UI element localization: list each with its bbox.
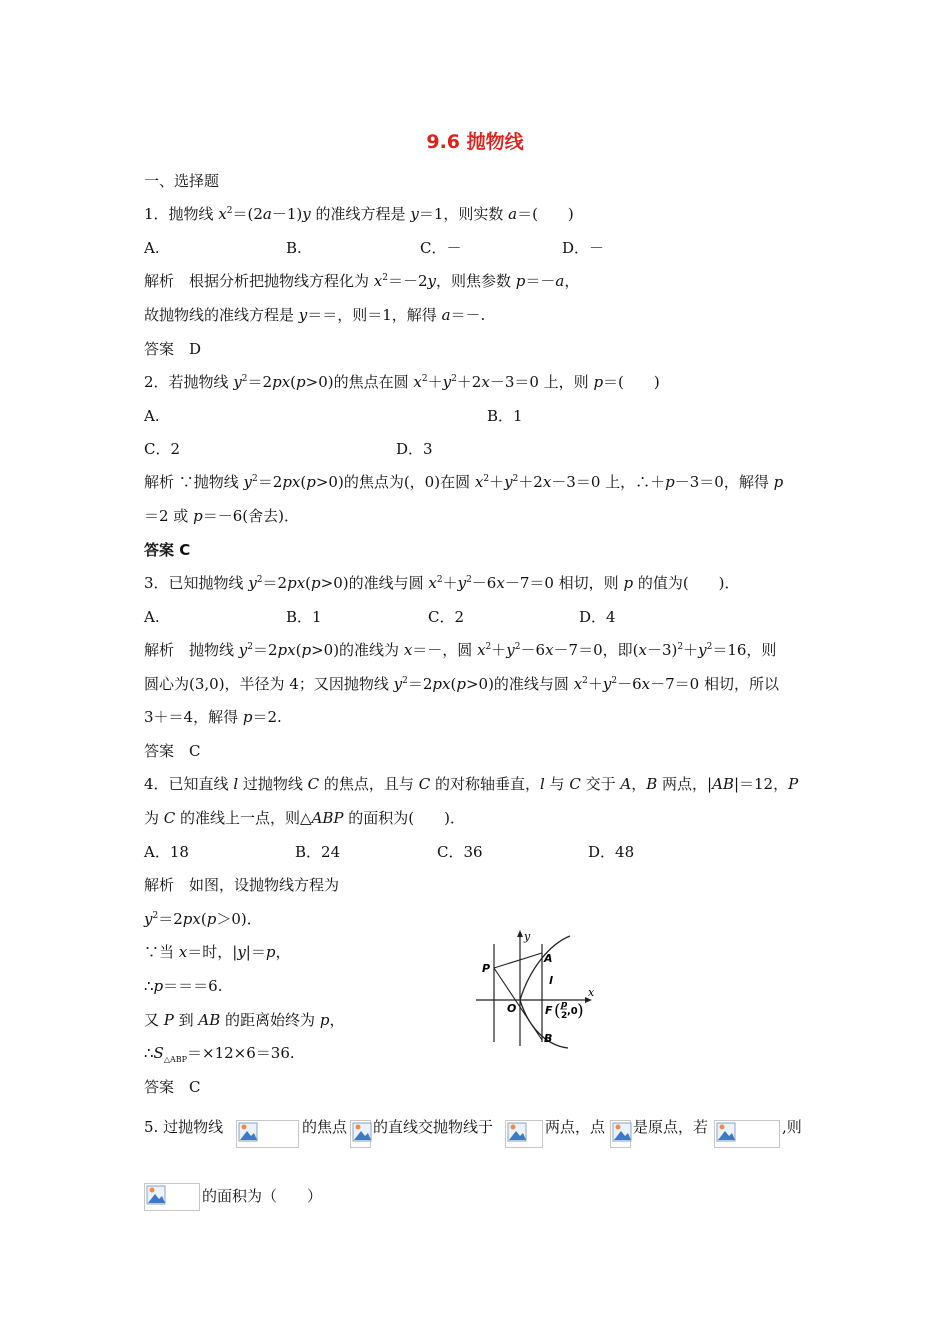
q4-analysis-line1: 解析 如图，设抛物线方程为 [144, 876, 340, 894]
label-focus-den: 2 [561, 1011, 568, 1021]
q5-text-7: 的面积为（ ） [202, 1187, 323, 1205]
q5-text-2: 的焦点 [302, 1118, 348, 1136]
label-p: P [482, 962, 491, 975]
broken-image-icon [611, 1121, 633, 1143]
q3-analysis-line3: 3＋＝4，解得 p＝2. [144, 708, 282, 726]
q2-option-c: C．2 [144, 440, 181, 458]
broken-image-icon [237, 1121, 259, 1143]
q3-analysis-line2: 圆心为(3,0)，半径为 4；又因抛物线 $y^2=2px(p>0)$的准线与圆 $x^2+y^2-6x-7=0$ 相切，所以 [144, 675, 779, 693]
q1-analysis-line1: 解析 根据分析把抛物线方程化为 $x^2=-2y$，则焦参数 p＝－a， [144, 272, 580, 290]
q3-stem: 3．已知抛物线 $y^2=2px(p>0)$的准线与圆 $x^2+y^2-6x-7=0$ 相切，则 p 的值为( )． [144, 574, 740, 592]
q4-analysis-line2: $y^2=2px(p>0)$． [144, 910, 262, 928]
q1-stem: 1．抛物线 $x^2=(2a-1)y$ 的准线方程是 y＝1，则实数 a＝( ) [144, 205, 574, 223]
q3-option-a: A. [144, 608, 160, 626]
q3-answer: 答案 C [144, 742, 201, 760]
q3-option-d: D．4 [579, 608, 616, 626]
q5-broken-image-6 [144, 1183, 200, 1211]
q1-option-c: C．－ [420, 239, 462, 257]
q3-analysis-line1: 解析 抛物线 $y^2=2px(p>0)$的准线为 x＝－，圆 $x^2+y^2-6x-7=0$，即$(x-3)^2+y^2=16$，则 [144, 641, 777, 659]
parabola-figure [472, 928, 602, 1050]
segment-pb [494, 968, 542, 1040]
label-l: l [549, 974, 553, 987]
q2-analysis-line1: 解析 ∵抛物线 $y^2=2px(p>0)$的焦点为(，0)在圆 $x^2+y^2+2x-3=0$ 上，∴＋p－3＝0，解得 p [144, 473, 784, 491]
q5-text-4: 两点，点 [545, 1118, 606, 1136]
label-focus-zero: ,0 [567, 1006, 578, 1017]
q4-answer: 答案 C [144, 1078, 201, 1096]
page-title: 9.6 抛物线 [426, 131, 524, 153]
q4-analysis-line6: $\therefore S_{\triangle ABP}=\times 12\times 6=36$. [144, 1044, 295, 1064]
q5-text-3: 的直线交抛物线于 [373, 1118, 494, 1136]
q1-analysis-line2: 故抛物线的准线方程是 y＝＝，则＝1，解得 a＝－. [144, 306, 486, 324]
q2-option-b: B．1 [487, 407, 523, 425]
segment-pa [494, 953, 542, 968]
broken-image-icon [506, 1121, 528, 1143]
label-b: B [544, 1032, 553, 1045]
label-f: F [545, 1004, 553, 1017]
q2-stem: 2．若抛物线 $y^2=2px(p>0)$的焦点在圆 $x^2+y^2+2x-3=0$ 上，则 p＝( ) [144, 373, 660, 391]
q4-option-b: B．24 [295, 843, 341, 861]
q5-broken-image-1 [236, 1120, 299, 1148]
q4-analysis-line5: 又 P 到 AB 的距离始终为 p， [144, 1011, 345, 1029]
q5-text-6: ,则 [782, 1118, 802, 1136]
broken-image-icon [715, 1121, 737, 1143]
q4-option-a: A．18 [144, 843, 189, 861]
q5-broken-image-4 [610, 1120, 631, 1148]
q3-option-c: C．2 [428, 608, 465, 626]
q2-analysis-line2: ＝2 或 p＝－6(舍去)． [144, 507, 299, 525]
label-y: y [524, 930, 531, 943]
label-paren-close: ) [577, 1001, 584, 1021]
label-o: O [507, 1002, 517, 1015]
q4-stem-line1: 4．已知直线 l 过抛物线 C 的焦点，且与 C 的对称轴垂直，l 与 C 交于 A，B 两点，|AB|＝12，P [144, 775, 799, 793]
y-axis-arrow [517, 930, 523, 937]
q4-analysis-line4: ∴p＝＝＝6. [144, 977, 223, 995]
q1-option-d: D．－ [562, 239, 605, 257]
q4-option-d: D．48 [588, 843, 635, 861]
q4-stem-line2: 为 C 的准线上一点，则△ABP 的面积为( )． [144, 809, 466, 827]
label-x: x [588, 986, 595, 999]
label-a: A [544, 952, 553, 965]
q4-analysis-line3: ∵当 x＝时，|y|＝p， [144, 943, 291, 961]
q5-text-1: 5. 过抛物线 [144, 1118, 224, 1136]
broken-image-icon [351, 1121, 373, 1143]
label-paren-open: ( [554, 1001, 561, 1021]
q2-option-d: D．3 [396, 440, 433, 458]
q3-option-b: B．1 [286, 608, 322, 626]
q5-broken-image-2 [350, 1120, 371, 1148]
q5-text-5: 是原点，若 [633, 1118, 709, 1136]
q2-answer: 答案 C [144, 541, 191, 559]
q5-broken-image-3 [505, 1120, 543, 1148]
q5-broken-image-5 [714, 1120, 780, 1148]
q4-option-c: C．36 [437, 843, 483, 861]
q1-option-b: B. [286, 239, 302, 257]
label-focus-num: p [561, 1000, 568, 1010]
q1-answer: 答案 D [144, 340, 202, 358]
broken-image-icon [145, 1184, 167, 1206]
q1-option-a: A. [144, 239, 160, 257]
section-heading: 一、选择题 [144, 172, 220, 190]
q2-option-a: A. [144, 407, 160, 425]
